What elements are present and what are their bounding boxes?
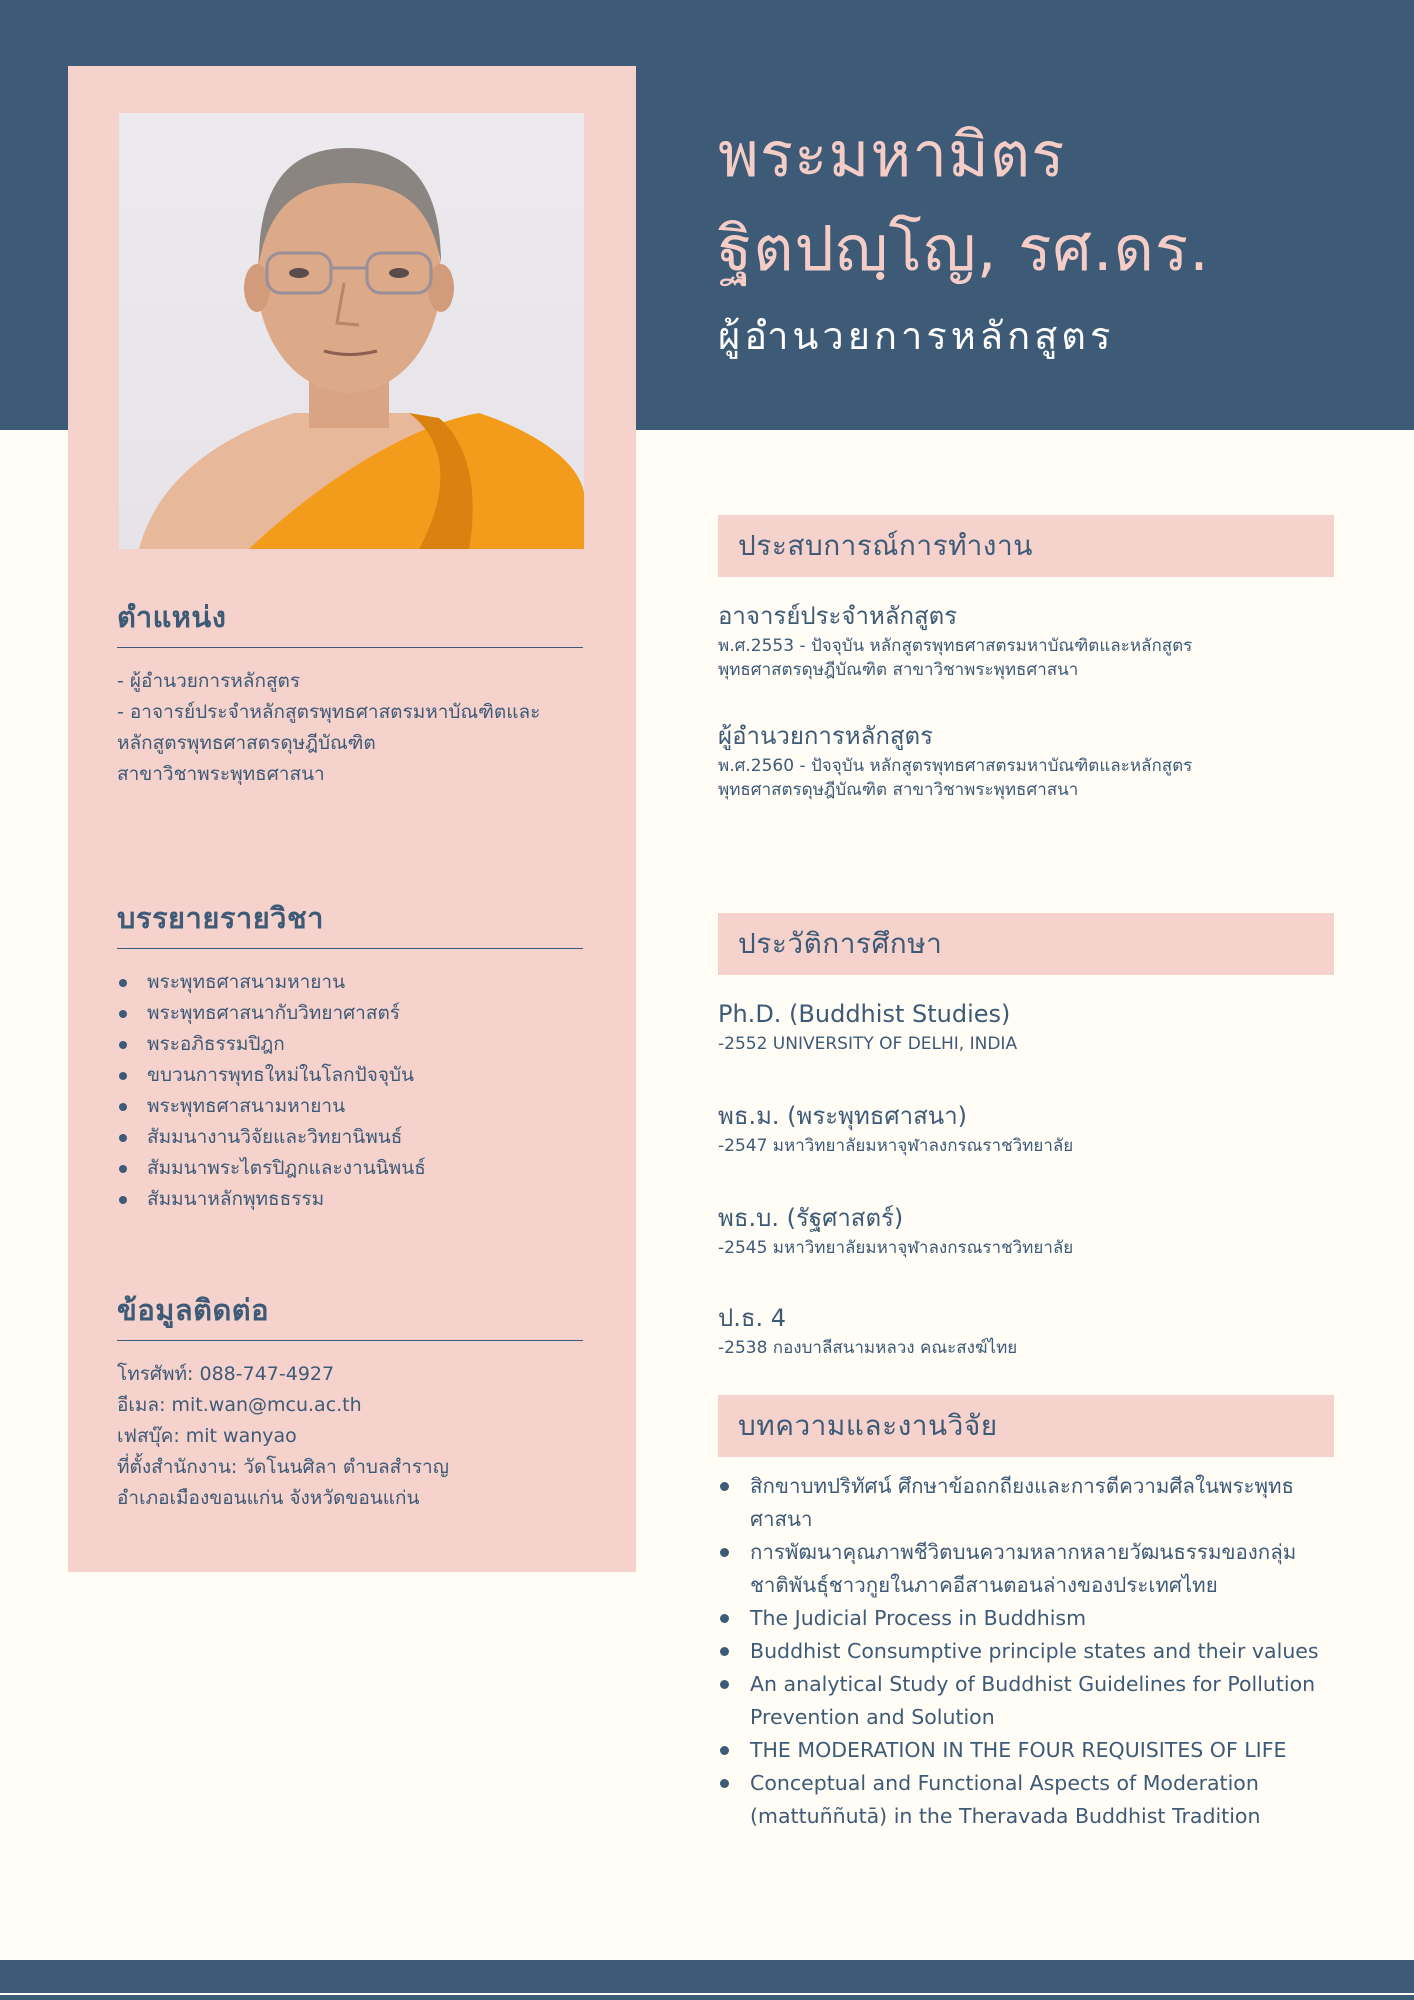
course-item: พระอภิธรรมปิฎก bbox=[117, 1029, 583, 1060]
experience-title: ผู้อำนวยการหลักสูตร bbox=[718, 722, 933, 750]
divider bbox=[117, 948, 583, 949]
education-degree: ป.ธ. 4 bbox=[718, 1304, 787, 1332]
course-item: สัมมนาหลักพุทธธรรม bbox=[117, 1184, 583, 1215]
education-degree: พธ.บ. (รัฐศาสตร์) bbox=[718, 1204, 904, 1232]
name-line: พระมหามิตร bbox=[718, 118, 1066, 191]
experience-title: อาจารย์ประจำหลักสูตร bbox=[718, 602, 958, 630]
contact-address: อำเภอเมืองขอนแก่น จังหวัดขอนแก่น bbox=[117, 1487, 420, 1509]
course-item: ขบวนการพุทธใหม่ในโลกปัจจุบัน bbox=[117, 1060, 583, 1091]
experience-detail: พ.ศ.2560 - ปัจจุบัน หลักสูตรพุทธศาสตรมหาบัณฑิตและหลักสูตร bbox=[718, 756, 1193, 776]
contact-title: ข้อมูลติดต่อ bbox=[117, 1293, 270, 1327]
education-item bbox=[718, 1300, 1338, 1360]
education-detail: -2547 มหาวิทยาลัยมหาจุฬาลงกรณราชวิทยาลัย bbox=[718, 1136, 1074, 1156]
position-line: สาขาวิชาพระพุทธศาสนา bbox=[117, 763, 325, 785]
education-detail: -2538 กองบาลีสนามหลวง คณะสงฆ์ไทย bbox=[718, 1338, 1018, 1358]
experience-item bbox=[718, 598, 1338, 682]
person-role: ผู้อำนวยการหลักสูตร bbox=[718, 314, 1115, 358]
education-header: ประวัติการศึกษา bbox=[718, 913, 1334, 975]
course-item: สัมมนาพระไตรปิฎกและงานนิพนธ์ bbox=[117, 1153, 583, 1184]
profile-photo bbox=[119, 113, 584, 549]
position-title: ตำแหน่ง bbox=[117, 600, 227, 634]
research-header: บทความและงานวิจัย bbox=[718, 1395, 1334, 1457]
contact-address: ที่ตั้งสำนักงาน: วัดโนนศิลา ตำบลสำราญ bbox=[117, 1456, 449, 1478]
experience-item bbox=[718, 718, 1338, 802]
experience-detail: พุทธศาสตรดุษฎีบัณฑิต สาขาวิชาพระพุทธศาสนา bbox=[718, 780, 1079, 800]
education-degree: Ph.D. (Buddhist Studies) bbox=[718, 1000, 1011, 1028]
course-item: พระพุทธศาสนามหายาน bbox=[117, 1091, 583, 1122]
research-item: An analytical Study of Buddhist Guidelines for Pollution Prevention and Solution bbox=[718, 1668, 1344, 1734]
education-item bbox=[718, 996, 1338, 1056]
education-degree: พธ.ม. (พระพุทธศาสนา) bbox=[718, 1102, 968, 1130]
courses-section bbox=[117, 898, 583, 1215]
divider bbox=[117, 647, 583, 648]
divider bbox=[117, 1340, 583, 1341]
contact-facebook: เฟสบุ๊ค: mit wanyao bbox=[117, 1425, 297, 1447]
contact-phone: โทรศัพท์: 088-747-4927 bbox=[117, 1363, 335, 1385]
research-list bbox=[718, 1470, 1344, 1833]
experience-header: ประสบการณ์การทำงาน bbox=[718, 515, 1334, 577]
research-item: THE MODERATION IN THE FOUR REQUISITES OF LIFE bbox=[718, 1734, 1344, 1767]
course-item: สัมมนางานวิจัยและวิทยานิพนธ์ bbox=[117, 1122, 583, 1153]
courses-title: บรรยายรายวิชา bbox=[117, 901, 324, 935]
position-line: - อาจารย์ประจำหลักสูตรพุทธศาสตรมหาบัณฑิตและ bbox=[117, 701, 541, 723]
contact-section bbox=[117, 1290, 583, 1514]
footer-line bbox=[0, 1993, 1414, 1995]
experience-detail: พ.ศ.2553 - ปัจจุบัน หลักสูตรพุทธศาสตรมหาบัณฑิตและหลักสูตร bbox=[718, 636, 1193, 656]
research-item: Buddhist Consumptive principle states and their values bbox=[718, 1635, 1344, 1668]
experience-list bbox=[718, 598, 1338, 838]
contact-email: อีเมล: mit.wan@mcu.ac.th bbox=[117, 1394, 362, 1416]
course-item: พระพุทธศาสนากับวิทยาศาสตร์ bbox=[117, 998, 583, 1029]
research-item: การพัฒนาคุณภาพชีวิตบนความหลากหลายวัฒนธรรมของกลุ่มชาติพันธุ์ชาวกูยในภาคอีสานตอนล่างของประเทศไทย bbox=[718, 1536, 1344, 1602]
education-item bbox=[718, 1200, 1338, 1260]
experience-detail: พุทธศาสตรดุษฎีบัณฑิต สาขาวิชาพระพุทธศาสนา bbox=[718, 660, 1079, 680]
position-section bbox=[117, 597, 583, 790]
course-item: พระพุทธศาสนามหายาน bbox=[117, 967, 583, 998]
position-line: หลักสูตรพุทธศาสตรดุษฎีบัณฑิต bbox=[117, 732, 376, 754]
education-detail: -2545 มหาวิทยาลัยมหาจุฬาลงกรณราชวิทยาลัย bbox=[718, 1238, 1074, 1258]
education-item bbox=[718, 1098, 1338, 1158]
person-name bbox=[718, 108, 1210, 296]
education-detail: -2552 UNIVERSITY OF DELHI, INDIA bbox=[718, 1034, 1018, 1054]
research-item: The Judicial Process in Buddhism bbox=[718, 1602, 1344, 1635]
research-item: Conceptual and Functional Aspects of Moderation (mattuññutā) in the Theravada Buddhist Tradition bbox=[718, 1767, 1344, 1833]
position-line: - ผู้อำนวยการหลักสูตร bbox=[117, 670, 301, 692]
education-list bbox=[718, 996, 1338, 1396]
name-line: ฐิตปญฺโญ, รศ.ดร. bbox=[718, 212, 1210, 285]
research-item: สิกขาบทปริทัศน์ ศึกษาข้อถกถียงและการตีความศีลในพระพุทธศาสนา bbox=[718, 1470, 1344, 1536]
monk-portrait-icon bbox=[119, 113, 584, 549]
